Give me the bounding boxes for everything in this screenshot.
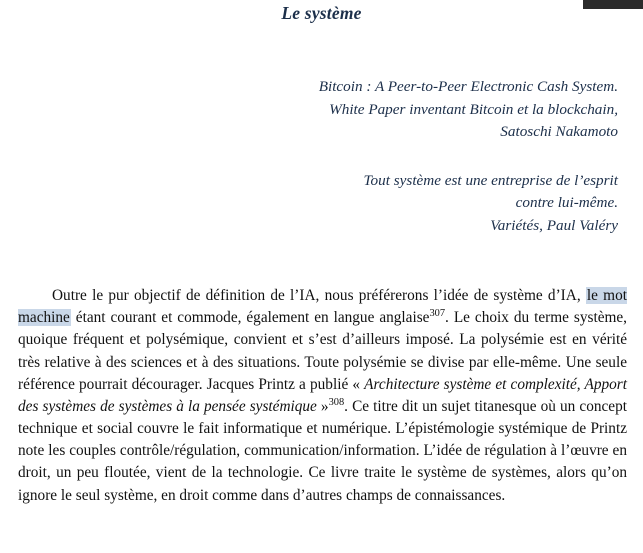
epigraph-line: contre lui-même. (515, 194, 618, 211)
page-title: Le système (281, 3, 362, 23)
epigraph-valery (0, 170, 643, 238)
top-right-artifact (583, 0, 643, 9)
epigraph-line: White Paper inventant Bitcoin et la blockchain, (329, 100, 618, 118)
epigraph-line: Satoschi Nakamoto (500, 123, 618, 140)
footnote-marker-308[interactable]: 308 (328, 396, 345, 408)
epigraph-line: Variétés, Paul Valéry (490, 216, 618, 234)
paragraph-system (18, 285, 627, 507)
highlighted-text[interactable]: le mot machine (18, 287, 627, 327)
paragraph-segment: . Ce titre dit un sujet titanesque où un concept technique et social couvre le fait informatique et numérique. L’épistémologie systémique de Printz note les couples contrôle/régulation, communication/information. L’idée de régulation à l’œuvre en droit, un peu floutée, vient de la technologie. Ce livre traite le système de systèmes, alors qu’on ignore le seul système, en droit comme dans d’autres champs de connaissances. (18, 397, 627, 504)
paragraph-segment: étant courant et commode, également en langue anglaise (70, 309, 430, 327)
cited-work-title: Architecture système et complexité, Apport des systèmes de systèmes à la pensée systémique (18, 375, 627, 415)
paragraph-segment: Outre le pur objectif de définition de l’IA, nous préférerons l’idée de système d’IA, (52, 287, 586, 304)
paragraph-segment: . Le choix du terme système, quoique fréquent et polysémique, convient et s’est d’ailleurs imposé. La polysémie est en vérité très relative à des sciences et à des situations. Toute polysémie se divise par elle-même. Une seule référence pourrait décourager. Jacques Printz a publié « (18, 309, 627, 393)
paragraph-segment: » (316, 397, 329, 415)
epigraph-line: Bitcoin : A Peer-to-Peer Electronic Cash System. (318, 78, 618, 95)
epigraph-bitcoin (0, 76, 643, 144)
epigraph-line: Tout système est une entreprise de l’esprit (363, 171, 618, 189)
footnote-marker-307[interactable]: 307 (429, 308, 446, 320)
body-text (0, 285, 643, 507)
